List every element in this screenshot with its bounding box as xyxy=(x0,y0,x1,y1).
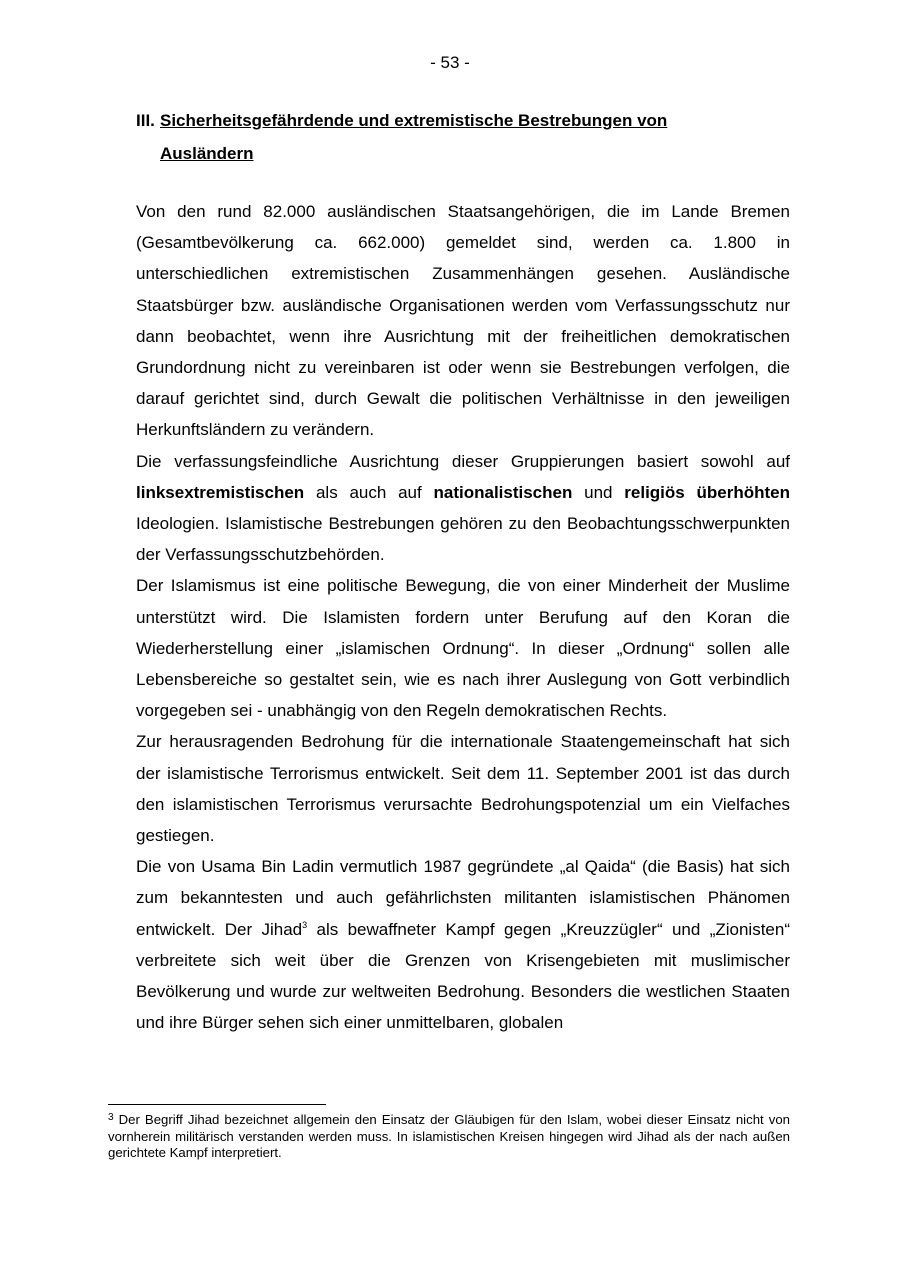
paragraph-3: Der Islamismus ist eine politische Bewegung, die von einer Minderheit der Muslime unterstützt wird. Die Islamisten fordern unter Berufung auf den Koran die Wiederherstellung einer „islamischen Ordnung“. In dieser „Ordnung“ sollen alle Lebensbereiche so gestaltet sein, wie es nach ihrer Auslegung von Gott verbindlich vorgegeben sei - unabhängig von den Regeln demokratischen Rechts. xyxy=(136,576,790,721)
section-heading xyxy=(136,104,796,170)
paragraph-1: Von den rund 82.000 ausländischen Staatsangehörigen, die im Lande Bremen (Gesamtbevölkerung ca. 662.000) gemeldet sind, werden ca. 1.800 in unterschiedlichen extremistischen Zusammenhängen gesehen. Ausländische Staatsbürger bzw. ausländische Organisationen werden vom Verfassungsschutz nur dann beobachtet, wenn ihre Ausrichtung mit der freiheitlichen demokratischen Grundordnung nicht zu vereinbaren ist oder wenn sie Bestrebungen verfolgen, die darauf gerichtet sind, durch Gewalt die politischen Verhältnisse in den jeweiligen Herkunftsländern zu verändern. xyxy=(136,202,790,440)
paragraph-5 xyxy=(136,851,790,1038)
paragraph-5-part-a: Die von Usama Bin Ladin vermutlich 1987 gegründete „al Qaida“ (die Basis) hat sich zum bekanntesten und auch gefährlichsten militanten islamistischen Phänomen entwickelt. Der Jihad xyxy=(136,857,790,939)
bold-term-linksextremistisch: linksextremistischen xyxy=(136,482,305,502)
section-number: III. xyxy=(136,111,155,130)
paragraph-2-part-d: und xyxy=(572,482,625,502)
bold-term-nationalistisch: nationalistischen xyxy=(433,482,573,502)
footnote-separator xyxy=(108,1104,326,1105)
body-text xyxy=(136,196,790,1038)
paragraph-2 xyxy=(136,446,790,571)
footnote-text: Der Begriff Jihad bezeichnet allgemein den Einsatz der Gläubigen für den Islam, wobei dieser Einsatz nicht von vornherein militärisch verstanden werden muss. In islamistischen Kreisen hingegen wird Jihad als der nach außen gerichtete Kampf interpretiert. xyxy=(108,1112,790,1160)
bold-term-religioes: religiös überhöhten xyxy=(624,482,791,502)
footnote-reference[interactable]: 3 xyxy=(302,919,308,930)
page-number: - 53 - xyxy=(430,53,470,72)
paragraph-2-part-e: Ideologien. Islamistische Bestrebungen gehören zu den Beobachtungsschwerpunkten der Verfassungsschutzbehörden. xyxy=(136,514,790,565)
section-title-line-1: Sicherheitsgefährdende und extremistische Bestrebungen von xyxy=(160,111,668,130)
paragraph-5-part-b: als bewaffneter Kampf gegen „Kreuzzügler“ und „Zionisten“ verbreitete sich weit über die Grenzen von Krisengebieten mit muslimischer Bevölkerung und wurde zur weltweiten Bedrohung. Besonders die westlichen Staaten und ihre Bürger sehen sich einer unmittelbaren, globalen xyxy=(136,919,791,1033)
footnote xyxy=(108,1112,790,1162)
section-title-line-2: Ausländern xyxy=(160,144,254,163)
paragraph-2-part-c: als auch auf xyxy=(304,482,434,502)
paragraph-4: Zur herausragenden Bedrohung für die internationale Staatengemeinschaft hat sich der islamistische Terrorismus entwickelt. Seit dem 11. September 2001 ist das durch den islamistischen Terrorismus verursachte Bedrohungspotenzial um ein Vielfaches gestiegen. xyxy=(136,732,790,846)
paragraph-2-part-a: Die verfassungsfeindliche Ausrichtung dieser Gruppierungen basiert sowohl auf xyxy=(136,451,790,471)
footnote-marker: 3 xyxy=(108,1112,114,1123)
